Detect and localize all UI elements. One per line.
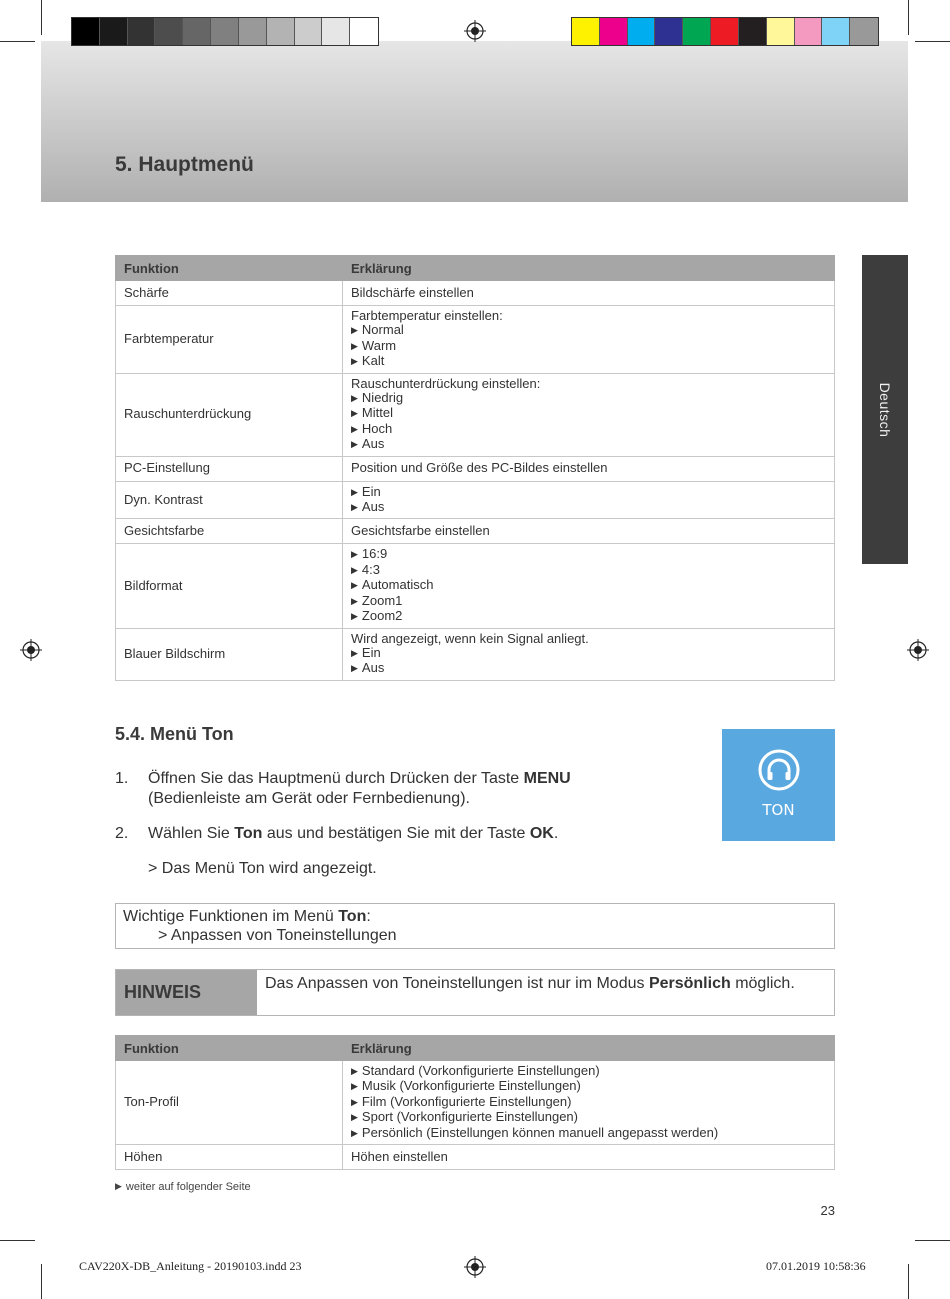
triangle-bullet-icon: ▶ [351, 502, 358, 513]
color-swatch [183, 18, 211, 45]
step-text-part: aus und bestätigen Sie mit der Taste [262, 825, 530, 842]
step-2 [115, 824, 715, 844]
triangle-bullet-icon: ▶ [351, 580, 358, 591]
option-label: Hoch [361, 420, 393, 436]
column-header-explanation: Erklärung [343, 1036, 835, 1061]
option-item [351, 563, 826, 578]
explanation-cell [343, 1145, 835, 1170]
color-swatch [850, 18, 878, 45]
table-row [116, 456, 835, 481]
grayscale-color-bar [71, 17, 379, 46]
table-row [116, 1061, 835, 1145]
function-cell: Schärfe [116, 281, 343, 306]
explanation-cell [343, 544, 835, 628]
triangle-bullet-icon: ▶ [351, 1096, 358, 1107]
option-item [351, 609, 826, 624]
function-cell: Höhen [116, 1145, 343, 1170]
option-label: Standard (Vorkonfigurierte Einstellungen) [361, 1063, 600, 1078]
explanation-cell [343, 628, 835, 680]
triangle-bullet-icon: ▶ [351, 611, 358, 622]
step-number: 1. [115, 770, 129, 787]
important-functions-box [115, 903, 835, 949]
option-item [351, 1095, 826, 1110]
registration-mark-icon [464, 20, 486, 42]
menu-item-name: Ton [234, 825, 263, 842]
option-item [351, 406, 826, 421]
option-item [351, 1064, 826, 1079]
option-label: 4:3 [361, 561, 380, 577]
option-label: Ein [361, 483, 381, 499]
explanation-cell [343, 306, 835, 374]
function-cell: Dyn. Kontrast [116, 481, 343, 519]
option-label: Zoom2 [361, 608, 403, 624]
color-swatch [795, 18, 823, 45]
crop-mark [41, 1264, 42, 1299]
option-item [351, 323, 826, 338]
step-text-part: . [553, 825, 559, 842]
slug-timestamp: 07.01.2019 10:58:36 [766, 1259, 866, 1273]
sound-menu-table [115, 1035, 835, 1170]
triangle-bullet-icon: ▶ [351, 340, 358, 351]
triangle-bullet-icon: ▶ [351, 408, 358, 419]
process-color-bar [571, 17, 879, 46]
column-header-function: Funktion [116, 256, 343, 281]
table-row [116, 1145, 835, 1170]
color-swatch [711, 18, 739, 45]
language-label: Deutsch [877, 382, 893, 438]
step-number: 2. [115, 825, 129, 842]
step-text-part: Öffnen Sie das Hauptmenü durch Drücken der Taste [148, 770, 524, 787]
table-header-row [116, 256, 835, 281]
page-title: 5. Hauptmenü [115, 153, 254, 176]
continue-text: weiter auf folgender Seite [125, 1181, 251, 1193]
color-swatch [295, 18, 323, 45]
step-text [148, 824, 708, 844]
explanation-cell [343, 519, 835, 544]
option-label: Mittel [361, 405, 393, 421]
option-label: Musik (Vorkonfigurierte Einstellungen) [361, 1078, 581, 1094]
info-text-part: : [366, 908, 371, 925]
color-swatch [655, 18, 683, 45]
registration-mark-icon [20, 639, 42, 661]
note-text-part: möglich. [730, 975, 795, 992]
key-name-ok: OK [529, 825, 554, 842]
table-row [116, 373, 835, 456]
crop-mark [915, 41, 950, 42]
triangle-bullet-icon: ▶ [351, 564, 358, 575]
info-menu-name: Ton [338, 908, 367, 925]
step-result: > Das Menü Ton wird angezeigt. [148, 860, 377, 877]
explanation-cell [343, 281, 835, 306]
info-box-heading [123, 908, 371, 926]
option-label: Persönlich (Einstellungen können manuell angepasst werden) [361, 1124, 719, 1140]
explanation-cell [343, 1061, 835, 1145]
explanation-text: Rauschunterdrückung einstellen: [351, 375, 541, 391]
color-swatch [239, 18, 267, 45]
explanation-text: Position und Größe des PC-Bildes einstellen [351, 460, 608, 476]
function-cell: Gesichtsfarbe [116, 519, 343, 544]
function-cell: Bildformat [116, 544, 343, 628]
explanation-text: Wird angezeigt, wenn kein Signal anliegt. [351, 630, 589, 646]
triangle-bullet-icon: ▶ [351, 356, 358, 367]
triangle-bullet-icon: ▶ [351, 486, 358, 497]
color-swatch [211, 18, 239, 45]
option-item [351, 1126, 826, 1141]
explanation-text: Gesichtsfarbe einstellen [351, 523, 490, 539]
function-cell: Ton-Profil [116, 1061, 343, 1145]
info-box-item: > Anpassen von Toneinstellungen [158, 927, 397, 944]
note-text-part: Das Anpassen von Toneinstellungen ist nur im Modus [265, 975, 649, 992]
option-label: Aus [361, 660, 385, 676]
column-header-explanation: Erklärung [343, 256, 835, 281]
color-swatch [822, 18, 850, 45]
option-label: Normal [361, 322, 404, 338]
headphones-icon [758, 749, 800, 791]
option-item [351, 437, 826, 452]
option-label: Sport (Vorkonfigurierte Einstellungen) [361, 1109, 578, 1125]
triangle-bullet-icon: ▶ [351, 549, 358, 560]
color-swatch [739, 18, 767, 45]
option-item [351, 354, 826, 369]
picture-menu-table [115, 255, 835, 681]
color-swatch [72, 18, 100, 45]
option-item [351, 391, 826, 406]
explanation-text: Farbtemperatur einstellen: [351, 308, 503, 323]
option-label: Aus [361, 436, 385, 452]
key-name-menu: MENU [523, 770, 571, 787]
info-text-part: Wichtige Funktionen im Menü [123, 908, 339, 925]
step-1 [115, 769, 715, 809]
function-cell: Rauschunterdrückung [116, 373, 343, 456]
color-swatch [322, 18, 350, 45]
crop-mark [0, 41, 35, 42]
option-item [351, 594, 826, 609]
explanation-text: Höhen einstellen [351, 1148, 448, 1164]
color-swatch [100, 18, 128, 45]
color-swatch [267, 18, 295, 45]
explanation-text: Bildschärfe einstellen [351, 284, 474, 300]
crop-mark [908, 0, 909, 35]
triangle-bullet-icon: ▶ [351, 1066, 358, 1076]
crop-mark [915, 1240, 950, 1241]
triangle-bullet-icon: ▶ [351, 423, 358, 434]
table-body [116, 1061, 835, 1170]
table-row [116, 306, 835, 374]
triangle-bullet-icon: ▶ [351, 647, 358, 658]
color-swatch [128, 18, 156, 45]
table-body [116, 281, 835, 681]
color-swatch [572, 18, 600, 45]
option-label: Film (Vorkonfigurierte Einstellungen) [361, 1093, 572, 1109]
triangle-bullet-icon: ▶ [351, 1127, 358, 1138]
option-item [351, 1079, 826, 1094]
explanation-cell [343, 481, 835, 519]
section-title: 5.4. Menü Ton [115, 724, 234, 744]
color-swatch [628, 18, 656, 45]
crop-mark [908, 1264, 909, 1299]
option-item [351, 547, 826, 562]
language-side-tab [862, 255, 908, 564]
option-item [351, 661, 826, 676]
explanation-cell [343, 373, 835, 456]
option-label: Kalt [361, 353, 385, 369]
triangle-bullet-icon: ▶ [351, 1081, 358, 1092]
page-number: 23 [820, 1203, 835, 1218]
function-cell: Farbtemperatur [116, 306, 343, 374]
note-mode-name: Persönlich [648, 975, 731, 992]
triangle-bullet-icon: ▶ [351, 663, 358, 674]
triangle-bullet-icon: ▶ [351, 1112, 358, 1123]
table-row [116, 519, 835, 544]
option-label: Automatisch [361, 577, 434, 593]
note-label: HINWEIS [116, 970, 257, 1015]
option-item [351, 646, 826, 661]
option-label: Ein [361, 644, 381, 660]
color-swatch [350, 18, 378, 45]
note-box [115, 969, 835, 1016]
option-label: Aus [361, 499, 385, 515]
column-header-function: Funktion [116, 1036, 343, 1061]
continue-note [115, 1181, 251, 1193]
crop-mark [0, 1240, 35, 1241]
triangle-bullet-icon: ▶ [351, 393, 358, 404]
registration-mark-icon [464, 1256, 486, 1278]
note-text [265, 974, 826, 993]
triangle-bullet-icon: ▶ [351, 595, 358, 606]
option-item [351, 1110, 826, 1125]
table-row [116, 544, 835, 628]
ton-tile-label: TON [762, 801, 795, 819]
option-item [351, 339, 826, 354]
option-item [351, 578, 826, 593]
triangle-bullet-icon: ▶ [115, 1181, 122, 1191]
table-header-row [116, 1036, 835, 1061]
function-cell: Blauer Bildschirm [116, 628, 343, 680]
option-label: Niedrig [361, 390, 404, 406]
slug-file-info: CAV220X-DB_Anleitung - 20190103.indd 23 [79, 1259, 302, 1273]
step-text-part: Wählen Sie [148, 825, 235, 842]
option-label: 16:9 [361, 546, 388, 562]
color-swatch [767, 18, 795, 45]
header-band [41, 41, 908, 202]
option-item [351, 500, 826, 515]
color-swatch [155, 18, 183, 45]
color-swatch [600, 18, 628, 45]
triangle-bullet-icon: ▶ [351, 439, 358, 450]
table-row [116, 481, 835, 519]
step-text [148, 769, 708, 809]
table-row [116, 628, 835, 680]
explanation-cell [343, 456, 835, 481]
color-swatch [683, 18, 711, 45]
option-item [351, 485, 826, 500]
ton-menu-tile [722, 729, 835, 841]
table-row [116, 281, 835, 306]
registration-mark-icon [907, 639, 929, 661]
option-label: Zoom1 [361, 592, 403, 608]
function-cell: PC-Einstellung [116, 456, 343, 481]
option-item [351, 422, 826, 437]
crop-mark [41, 0, 42, 35]
option-label: Warm [361, 337, 397, 353]
triangle-bullet-icon: ▶ [351, 325, 358, 336]
step-text-part: (Bedienleiste am Gerät oder Fernbedienung). [148, 790, 470, 807]
